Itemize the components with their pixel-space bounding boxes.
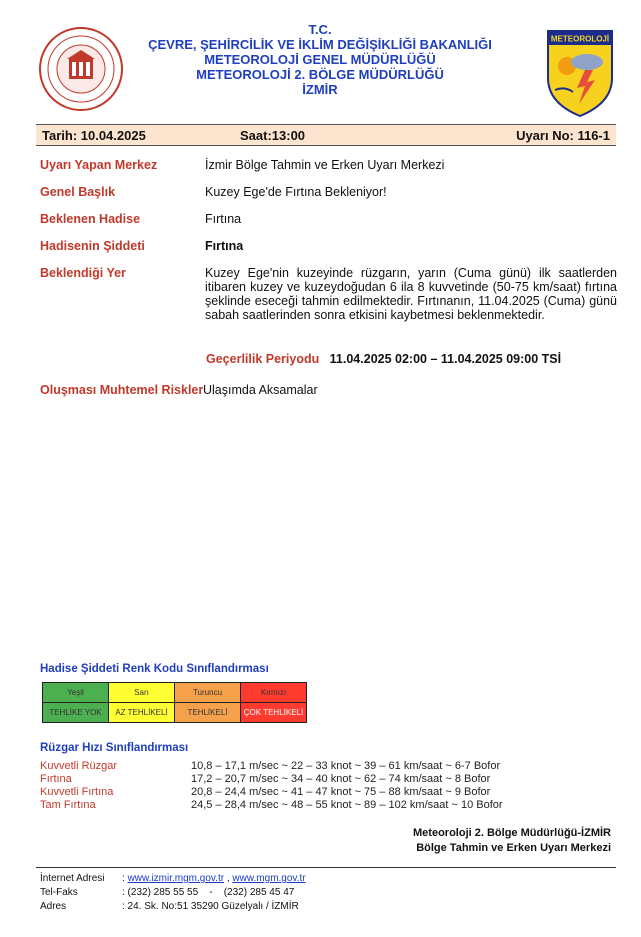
svg-text:METEOROLOJİ: METEOROLOJİ — [550, 34, 610, 44]
footer-address-row — [40, 900, 440, 914]
wind-row-name: Fırtına — [40, 773, 72, 785]
wind-row — [40, 799, 600, 812]
risks-value: Ulaşımda Aksamalar — [203, 383, 318, 397]
web-label: İnternet Adresi — [40, 873, 105, 884]
wind-table — [40, 760, 600, 812]
address-label: Adres — [40, 901, 67, 912]
time-label: Saat:13:00 — [240, 128, 306, 143]
tel-value: : (232) 285 55 55 - (232) 285 45 47 — [122, 887, 295, 898]
signature-block — [413, 826, 611, 856]
header-title-block — [130, 22, 510, 97]
header-line-regional-directorate: METEOROLOJİ 2. BÖLGE MÜDÜRLÜĞÜ — [196, 67, 444, 82]
severity-label: Hadisenin Şiddeti — [40, 239, 145, 253]
color-levels-row — [43, 703, 307, 723]
risks-label: Oluşması Muhtemel Riskler — [40, 383, 204, 397]
wind-row — [40, 760, 600, 773]
level-danger: TEHLİKELİ — [175, 703, 241, 723]
wind-row-name: Tam Fırtına — [40, 799, 96, 811]
level-low-danger: AZ TEHLİKELİ — [109, 703, 175, 723]
ministry-seal-icon — [38, 26, 124, 112]
expected-event-value: Fırtına — [205, 212, 242, 226]
warning-center-label: Uyarı Yapan Merkez — [40, 158, 158, 172]
wind-row-value: 10,8 – 17,1 m/sec ~ 22 – 33 knot ~ 39 – 61 km/saat ~ 6-7 Bofor — [191, 760, 501, 772]
level-high-danger: ÇOK TEHLİKELİ — [241, 703, 307, 723]
header-line-general-directorate: METEOROLOJİ GENEL MÜDÜRLÜĞÜ — [204, 52, 436, 67]
web-separator: , — [224, 873, 233, 884]
color-name-green: Yeşil — [43, 683, 109, 703]
wind-row — [40, 773, 600, 786]
color-code-title: Hadise Şiddeti Renk Kodu Sınıflandırması — [40, 663, 269, 675]
wind-row-name: Kuvvetli Rüzgar — [40, 760, 118, 772]
wind-row-name: Kuvvetli Fırtına — [40, 786, 114, 798]
color-name-red: Kırmızı — [241, 683, 307, 703]
header-line-tc: T.C. — [308, 22, 332, 37]
validity-period — [206, 352, 561, 366]
validity-label: Geçerlilik Periyodu — [206, 352, 320, 366]
wind-row-value: 24,5 – 28,4 m/sec ~ 48 – 55 knot ~ 89 – 102 km/saat ~ 10 Bofor — [191, 799, 503, 811]
main-website-link[interactable]: www.mgm.gov.tr — [232, 873, 306, 884]
validity-value: 11.04.2025 02:00 – 11.04.2025 09:00 TSİ — [329, 352, 562, 366]
wind-row-value: 20,8 – 24,4 m/sec ~ 41 – 47 knot ~ 75 – 88 km/saat ~ 9 Bofor — [191, 786, 491, 798]
expected-event-label: Beklenen Hadise — [40, 212, 141, 226]
color-name-yellow: Sarı — [109, 683, 175, 703]
address-value: : 24. Sk. No:51 35290 Güzelyalı / İZMİR — [122, 901, 299, 912]
warning-number: Uyarı No: 116-1 — [516, 128, 610, 143]
severity-value: Fırtına — [205, 239, 244, 253]
footer-web-row — [40, 872, 440, 886]
wind-row — [40, 786, 600, 799]
wind-title: Rüzgar Hızı Sınıflandırması — [40, 742, 189, 754]
warning-center-value: İzmir Bölge Tahmin ve Erken Uyarı Merkezi — [205, 158, 445, 172]
regional-website-link[interactable]: www.izmir.mgm.gov.tr — [127, 873, 225, 884]
footer — [40, 872, 440, 914]
header-line-city: İZMİR — [302, 82, 338, 97]
info-bar — [36, 124, 616, 146]
signature-line-2: Bölge Tahmin ve Erken Uyarı Merkezi — [416, 842, 611, 854]
expected-place-label: Beklendiği Yer — [40, 266, 126, 280]
general-title-value: Kuzey Ege'de Fırtına Bekleniyor! — [205, 185, 387, 199]
color-code-table — [42, 682, 307, 723]
expected-place-value: Kuzey Ege'nin kuzeyinde rüzgarın, yarın (Cuma günü) ilk saatlerden itibaren kuzey ve kuzeydoğudan 6 ila 8 kuvvetinde (50-75 km/saat) fırtına şeklinde eseceği tahmin edilmektedir. Fırtınanın, 11.04.2025 (Cuma) günü sabah saatlerinden sonra etkisini kaybetmesi beklenmektedir. — [205, 266, 617, 322]
level-no-danger: TEHLİKE YOK — [43, 703, 109, 723]
date-label: Tarih: 10.04.2025 — [42, 128, 146, 143]
footer-divider — [36, 867, 616, 868]
meteoroloji-logo-icon — [545, 28, 615, 118]
signature-line-1: Meteoroloji 2. Bölge Müdürlüğü-İZMİR — [413, 827, 611, 839]
general-title-label: Genel Başlık — [40, 185, 116, 199]
color-name-orange: Turuncu — [175, 683, 241, 703]
document-header — [0, 22, 641, 102]
header-line-ministry: ÇEVRE, ŞEHİRCİLİK VE İKLİM DEĞİŞİKLİĞİ BAKANLIĞI — [148, 37, 492, 52]
colon: : — [122, 873, 128, 884]
wind-row-value: 17,2 – 20,7 m/sec ~ 34 – 40 knot ~ 62 – 74 km/saat ~ 8 Bofor — [191, 773, 491, 785]
tel-label: Tel-Faks — [40, 887, 78, 898]
web-value — [122, 872, 306, 886]
color-names-row — [43, 683, 307, 703]
footer-tel-row — [40, 886, 440, 900]
